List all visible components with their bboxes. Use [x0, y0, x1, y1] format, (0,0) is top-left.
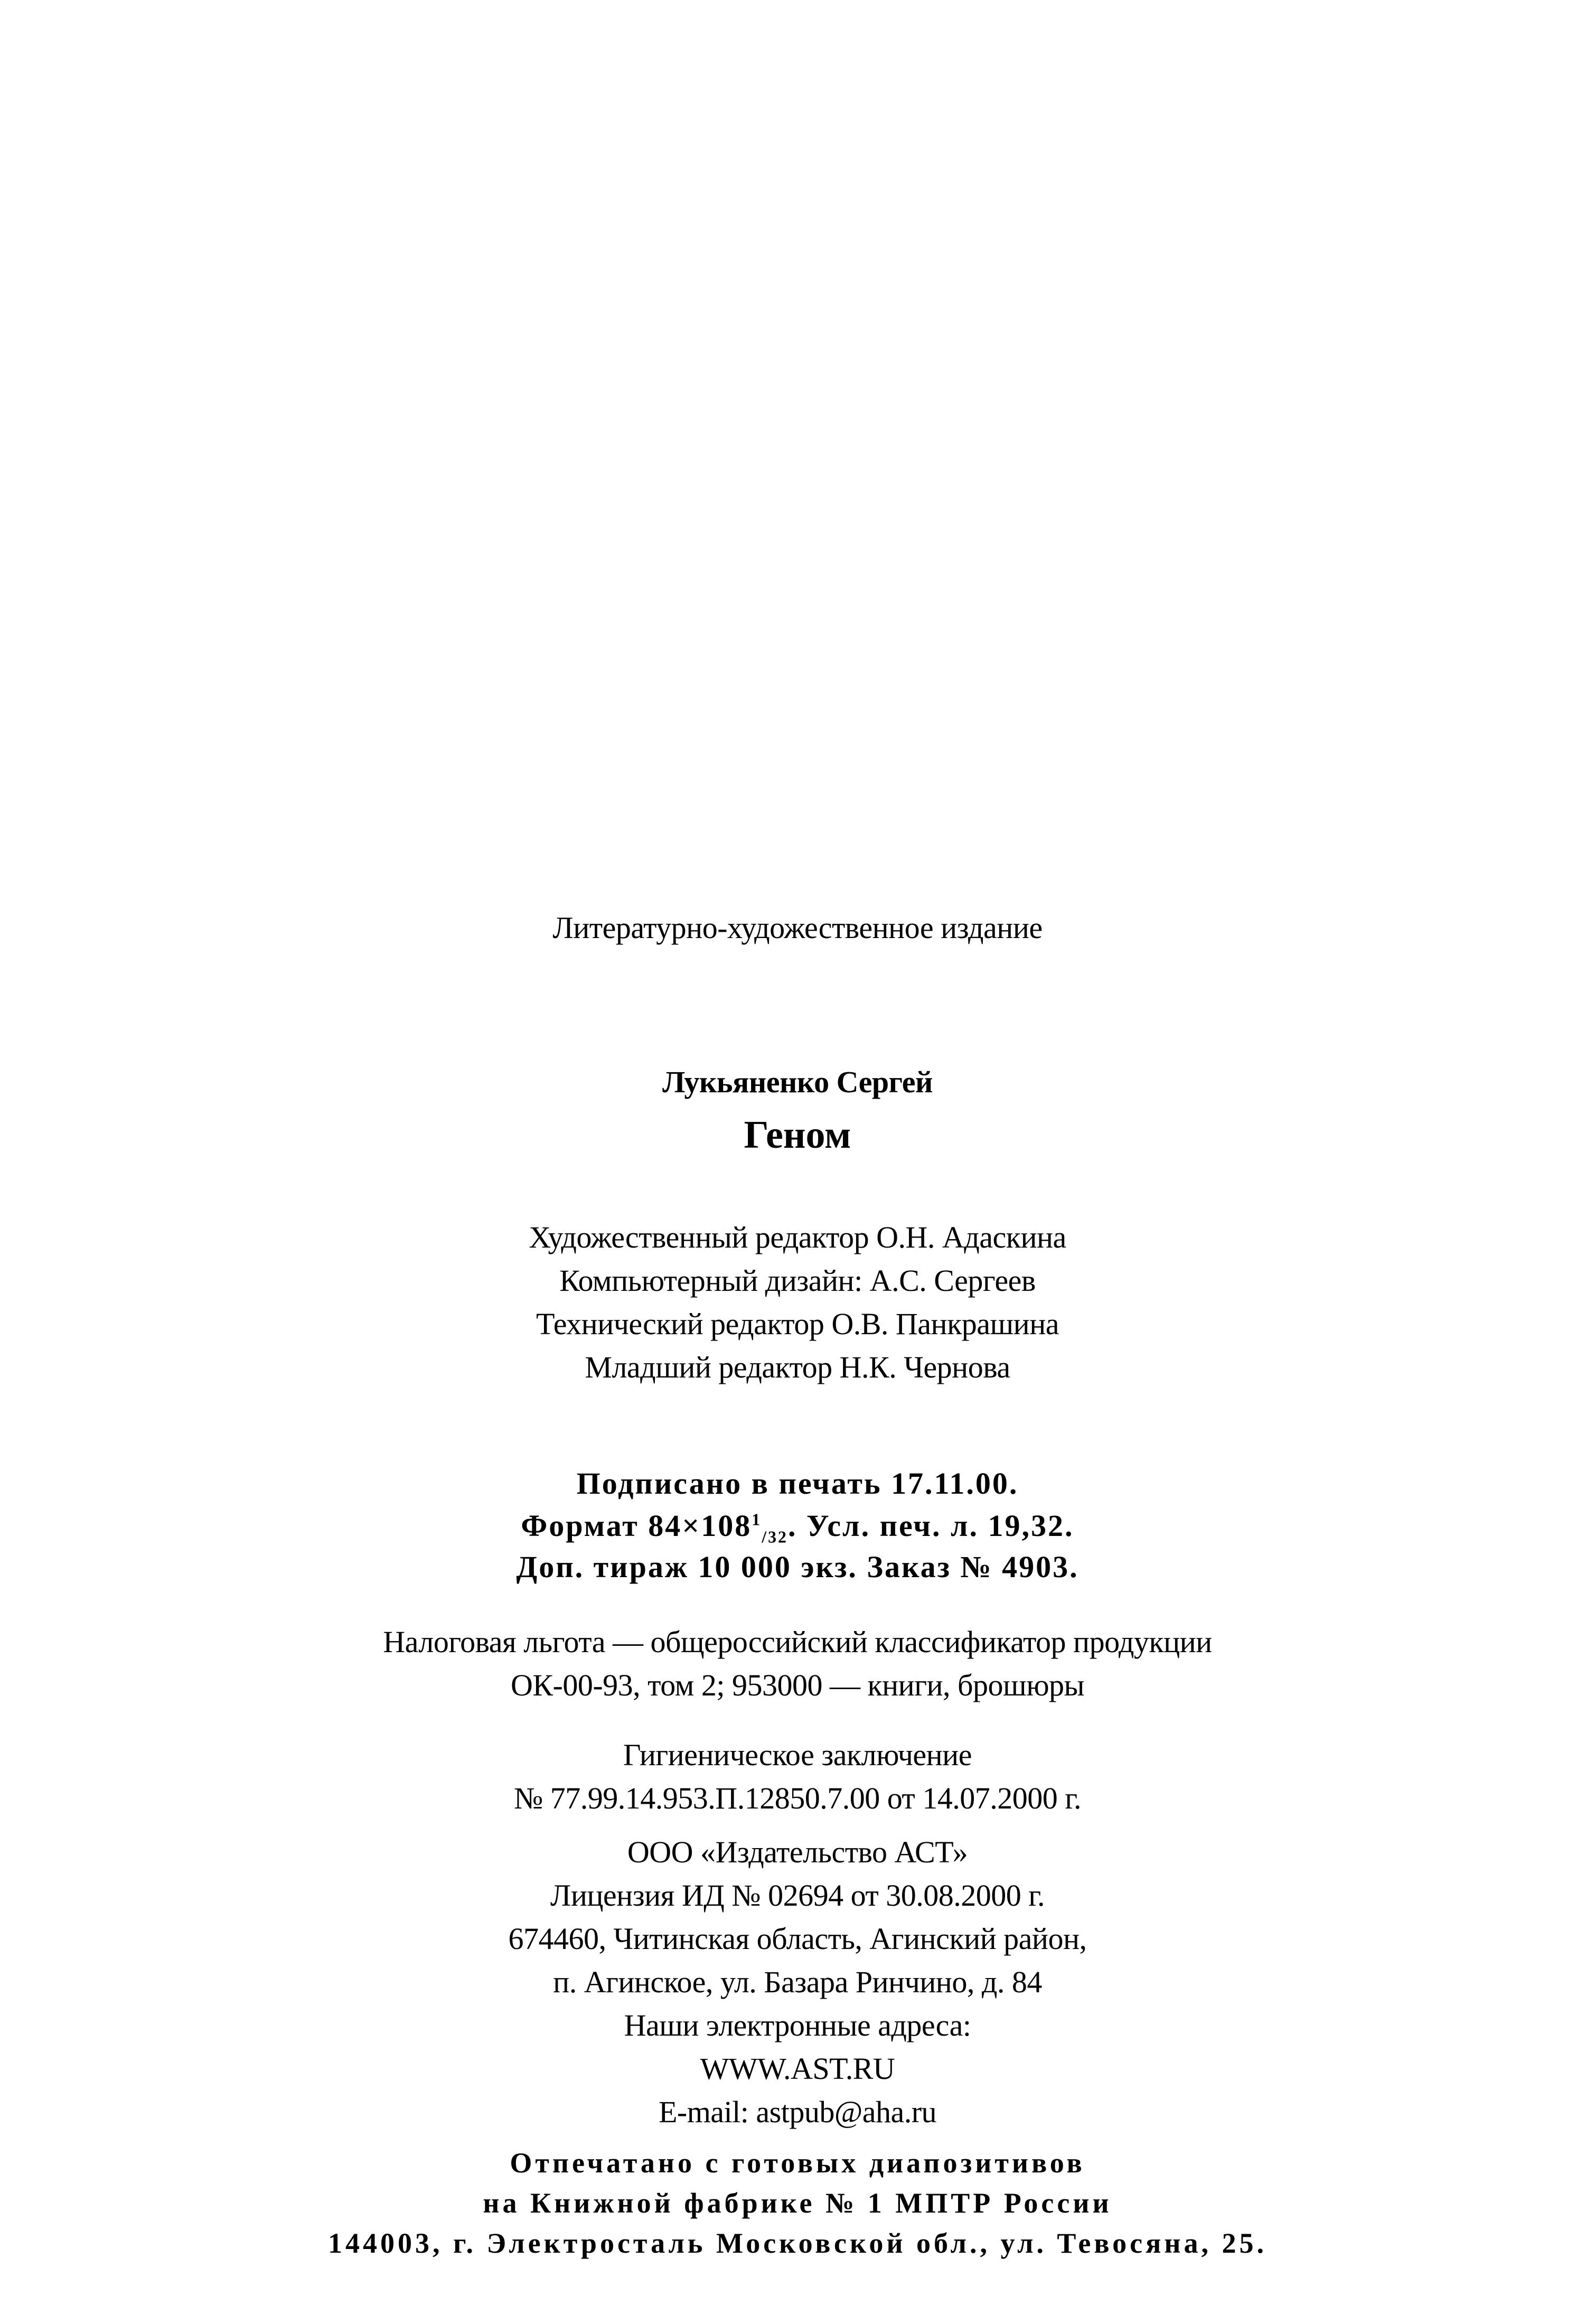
publisher-address-1: 674460, Читинская область, Агинский район,	[508, 1922, 1087, 1956]
publisher-address-2: п. Агинское, ул. Базара Ринчино, д. 84	[553, 1965, 1042, 1999]
credit-technical-editor: Технический редактор О.В. Панкрашина	[536, 1307, 1059, 1341]
format-suffix: . Усл. печ. л. 19,32.	[788, 1508, 1074, 1543]
format-sup: 1	[752, 1510, 762, 1529]
print-circulation: Доп. тираж 10 000 экз. Заказ № 4903.	[516, 1550, 1079, 1584]
author-name: Лукьяненко Сергей	[662, 1065, 933, 1099]
credit-junior-editor: Младший редактор Н.К. Чернова	[585, 1350, 1010, 1384]
publisher-name: ООО «Издательство АСТ»	[627, 1835, 968, 1869]
hygiene-line-2: № 77.99.14.953.П.12850.7.00 от 14.07.2000 г.	[513, 1781, 1082, 1815]
print-format	[0, 1508, 1595, 1547]
book-title: Геном	[744, 1113, 851, 1157]
tax-line-1: Налоговая льгота — общероссийский классификатор продукции	[383, 1625, 1212, 1659]
publisher-website: WWW.AST.RU	[700, 2051, 895, 2086]
publisher-web-heading: Наши электронные адреса:	[624, 2008, 971, 2042]
hygiene-line-1: Гигиеническое заключение	[623, 1738, 972, 1772]
printer-line-2: на Книжной фабрике № 1 МПТР России	[483, 2187, 1112, 2219]
tax-line-2: ОК-00-93, том 2; 953000 — книги, брошюры	[510, 1668, 1085, 1702]
format-prefix: Формат 84	[521, 1508, 682, 1543]
credit-designer: Компьютерный дизайн: А.С. Сергеев	[559, 1263, 1036, 1298]
printer-line-3: 144003, г. Электросталь Московской обл., ул. Тевосяна, 25.	[328, 2227, 1267, 2259]
printer-line-1: Отпечатано с готовых диапозитивов	[510, 2147, 1085, 2179]
format-times: ×	[682, 1508, 701, 1543]
format-number: 108	[701, 1508, 752, 1543]
signed-for-print: Подписано в печать 17.11.00.	[576, 1466, 1019, 1501]
publisher-email: E-mail: astpub@aha.ru	[658, 2095, 937, 2129]
credit-art-editor: Художественный редактор О.Н. Адаскина	[529, 1220, 1066, 1254]
publisher-license: Лицензия ИД № 02694 от 30.08.2000 г.	[550, 1878, 1045, 1913]
edition-type: Литературно-художественное издание	[552, 911, 1043, 945]
format-sub: /32	[762, 1528, 788, 1547]
